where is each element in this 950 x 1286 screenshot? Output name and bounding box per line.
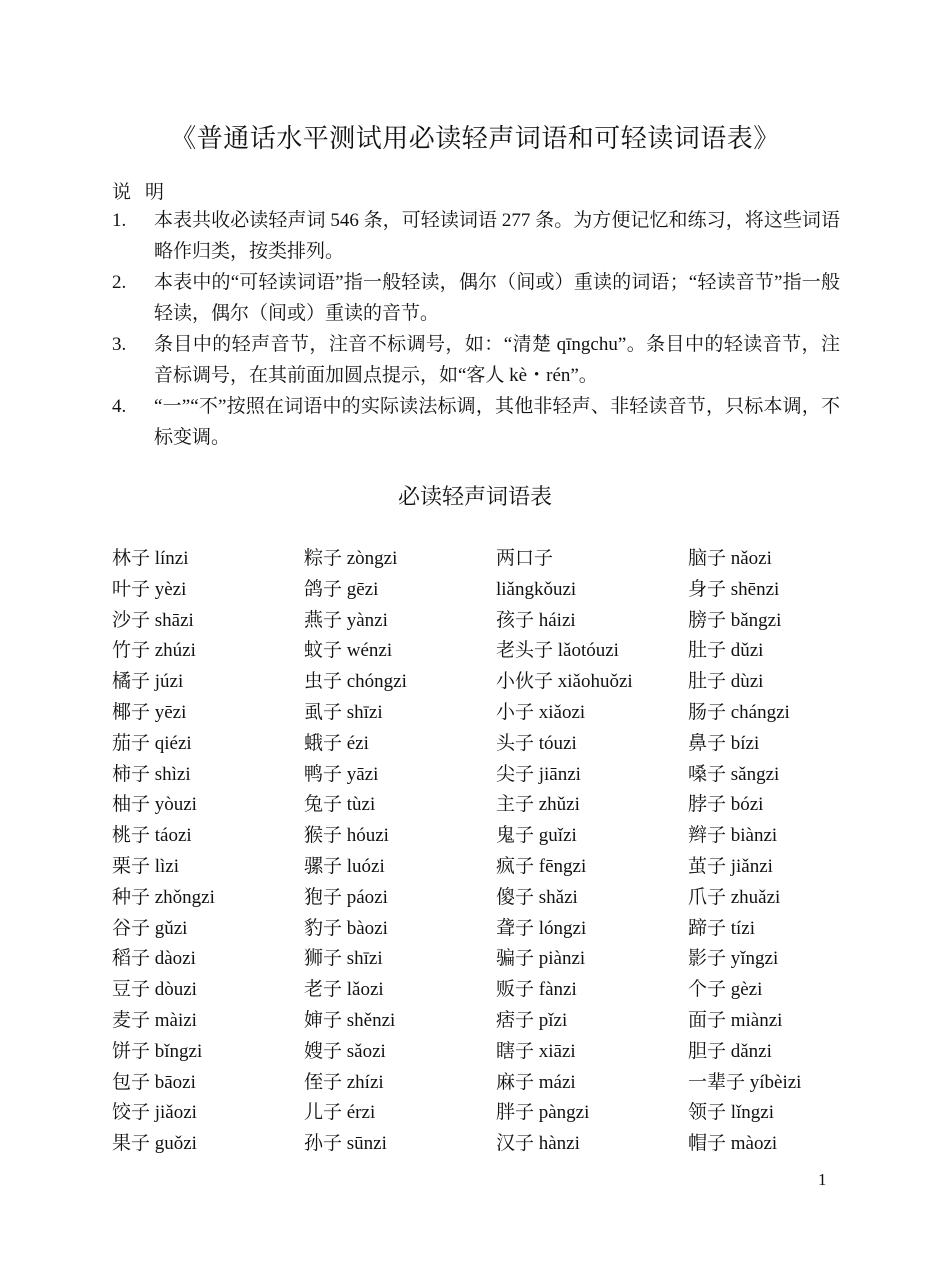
word-entry: 身子 shēnzi [688,578,780,600]
word-entry: 种子 zhǒngzi [112,886,215,908]
word-entry: 燕子 yànzi [304,609,388,631]
word-entry: 头子 tóuzi [496,732,577,754]
word-entry: 竹子 zhúzi [112,640,196,662]
word-entry: 谷子 gǔzi [112,917,188,939]
word-row [112,1006,872,1037]
word-entry: 麻子 mázi [496,1071,576,1093]
word-entry: 沙子 shāzi [112,609,194,631]
word-row [112,760,872,791]
word-entry: 叶子 yèzi [112,578,187,600]
word-entry: 饼子 bǐngzi [112,1040,203,1062]
word-row [112,883,872,914]
word-entry: 包子 bāozi [112,1071,196,1093]
word-entry: 面子 miànzi [688,1009,783,1031]
word-entry: 骡子 luózi [304,855,385,877]
note-number: 4. [112,396,127,417]
word-row [112,544,872,575]
note-item [112,391,840,453]
word-entry: 茧子 jiǎnzi [688,855,773,877]
word-entry: 老子 lǎozi [304,979,384,1001]
word-entry: 影子 yǐngzi [688,948,779,970]
word-entry: 蚊子 wénzi [304,640,393,662]
word-entry: 汉子 hànzi [496,1133,580,1155]
word-entry: 一辈子 yíbèizi [688,1071,802,1093]
word-row [112,852,872,883]
word-entry: 傻子 shǎzi [496,886,578,908]
word-row [112,1037,872,1068]
word-entry: 蹄子 tízi [688,917,756,939]
word-entry: 豹子 bàozi [304,917,388,939]
word-entry: 稻子 dàozi [112,948,196,970]
notes-list [112,205,840,453]
word-entry: 主子 zhǔzi [496,794,580,816]
word-entry: 侄子 zhízi [304,1071,384,1093]
word-row [112,1129,872,1160]
word-entry: 橘子 júzi [112,671,184,693]
word-entry: 鬼子 guǐzi [496,825,577,847]
word-row [112,821,872,852]
word-entry: 栗子 lìzi [112,855,180,877]
word-entry: 贩子 fànzi [496,979,577,1001]
word-entry: 领子 lǐngzi [688,1102,775,1124]
word-entry: 鸽子 gēzi [304,578,379,600]
word-entry: 个子 gèzi [688,979,763,1001]
word-entry: 椰子 yēzi [112,701,187,723]
page-number: 1 [818,1170,827,1189]
notes-label: 说明 [112,182,179,203]
word-entry: 孩子 háizi [496,609,576,631]
word-entry: 肚子 dùzi [688,671,764,693]
word-entry: 膀子 bǎngzi [688,609,782,631]
word-entry: 柚子 yòuzi [112,794,197,816]
word-row [112,606,872,637]
word-row [112,975,872,1006]
note-number: 3. [112,334,127,355]
word-entry: 孙子 sūnzi [304,1133,387,1155]
word-entry: 胆子 dǎnzi [688,1040,772,1062]
word-entry: 肠子 chángzi [688,701,790,723]
word-entry: 豆子 dòuzi [112,979,197,1001]
word-entry: 老头子 lǎotóuzi [496,640,619,662]
word-entry: 嫂子 sǎozi [304,1040,386,1062]
note-number: 2. [112,272,127,293]
word-entry: 粽子 zòngzi [304,548,398,569]
word-entry: 小伙子 xiǎohuǒzi [496,671,633,693]
word-table [112,544,872,1160]
word-entry: 儿子 érzi [304,1102,376,1124]
word-entry: 脑子 nǎozi [688,548,772,569]
word-entry: 聋子 lóngzi [496,917,587,939]
word-row [112,944,872,975]
word-row [112,636,872,667]
word-row [112,1068,872,1099]
word-entry: 肚子 dǔzi [688,640,764,662]
word-entry: 疯子 fēngzi [496,855,587,877]
word-entry: 辫子 biànzi [688,825,778,847]
word-entry: 瞎子 xiāzi [496,1040,576,1062]
document-title: 《普通话水平测试用必读轻声词语和可轻读词语表》 [170,124,780,153]
note-text: 本表共收必读轻声词 546 条，可轻读词语 277 条。为方便记忆和练习，将这些词语略作归类，按类排列。 [154,210,840,262]
word-entry: 嗓子 sǎngzi [688,763,780,785]
word-row [112,729,872,760]
word-entry: 饺子 jiǎozi [112,1102,197,1124]
note-item [112,329,840,391]
note-text: 条目中的轻声音节，注音不标调号，如：“清楚 qīngchu”。条目中的轻读音节，注音标调号，在其前面加圆点提示，如“客人 kè・rén”。 [154,334,840,386]
word-entry: 骗子 piànzi [496,948,586,970]
word-entry: 兔子 tùzi [304,794,376,816]
word-entry: 狍子 páozi [304,886,388,908]
word-entry: 帽子 màozi [688,1133,778,1155]
word-entry: 虱子 shīzi [304,701,383,723]
word-entry: 狮子 shīzi [304,948,383,970]
note-text: “一”“不”按照在词语中的实际读法标调，其他非轻声、非轻读音节，只标本调，不标变调。 [154,396,840,448]
word-row [112,790,872,821]
word-entry: 麦子 màizi [112,1009,197,1031]
word-entry: 虫子 chóngzi [304,671,407,693]
word-entry: 林子 línzi [112,548,189,569]
word-entry: 小子 xiǎozi [496,701,586,723]
word-entry: 果子 guǒzi [112,1133,197,1155]
word-entry: 两口子 [496,548,554,569]
word-row [112,698,872,729]
word-entry: 痞子 pǐzi [496,1009,568,1031]
note-number: 1. [112,210,127,231]
word-entry: 爪子 zhuǎzi [688,886,781,908]
note-text: 本表中的“可轻读词语”指一般轻读，偶尔（间或）重读的词语；“轻读音节”指一般轻读，偶尔（间或）重读的音节。 [154,272,840,324]
word-entry: 脖子 bózi [688,794,764,816]
word-entry: liǎngkǒuzi [496,578,577,600]
note-item [112,267,840,329]
word-entry: 鸭子 yāzi [304,763,379,785]
word-entry: 蛾子 ézi [304,732,369,754]
word-entry: 桃子 táozi [112,825,192,847]
word-entry: 尖子 jiānzi [496,763,581,785]
word-row [112,575,872,606]
word-row [112,914,872,945]
section-title: 必读轻声词语表 [397,484,552,509]
word-entry: 胖子 pàngzi [496,1102,590,1124]
word-entry: 柿子 shìzi [112,763,191,785]
word-entry: 茄子 qiézi [112,732,192,754]
word-entry: 猴子 hóuzi [304,825,389,847]
word-entry: 婶子 shěnzi [304,1009,396,1031]
word-row [112,1098,872,1129]
note-item [112,205,840,267]
word-entry: 鼻子 bízi [688,732,760,754]
word-row [112,667,872,698]
